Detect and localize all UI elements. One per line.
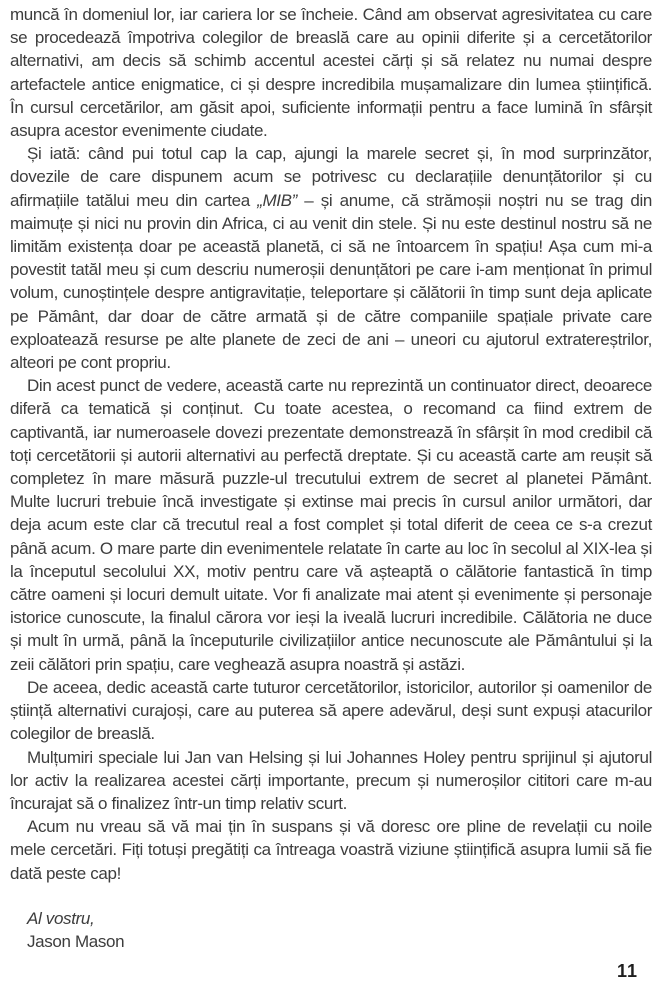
text-segment: muncă în domeniul lor, iar cariera lor se încheie. Când am observat agresivitatea cu care se procedează împotriva colegilor de breaslă care au opinii diferite și a cercetătorilor alternativi, am decis să schimb accentul acestei cărți și să relatez nu numai despre artefactele antice enigmatice, ci și despre incredibila mușamalizare din lumea științifică. În cursul cercetărilor, am găsit apoi, suficiente informații pentru a face lumină în sfârșit asupra acestor evenimente ciudate. xyxy=(10,5,652,141)
text-segment: – și anume, că strămoșii noștri nu se trag din maimuțe și nici nu provin din Africa, ci au venit din stele. Și nu este destinul nostru să ne limităm existența doar pe această planetă, ci să ne întoarcem în spațiu! Așa cum mi-a povestit tatăl meu și cum descriu numeroșii denunțători pe care i-am menționat în primul volum, cunoștințele despre antigravitație, teleportare și călătorii în timp sunt deja aplicate pe Pământ, dar doar de către armată și de către companiile spațiale private care exploatează resurse pe alte planete de zeci de ani – uneori cu ajutorul extratereștrilor, alteori pe cont propriu. xyxy=(10,190,652,373)
text-segment: Din acest punct de vedere, această carte nu reprezintă un continuator direct, deoarece diferă ca tematică și conținut. Cu toate acestea, o recomand ca fiind extrem de captivantă, iar numeroasele dovezi prezentate demonstrează în sfârșit în mod credibil că toți cercetătorii și autorii alternativi au perfectă dreptate. Și cu această carte am reușit să completez în mare măsură puzzle-ul trecutului extrem de secret al planetei Pământ. Multe lucruri trebuie încă investigate și extinse mai precis în cursul anilor următori, dar deja acum este clar că trecutul real a fost complet și total diferit de ceea ce s-a crezut până acum. O mare parte din evenimentele relatate în carte au loc în secolul al XIX-lea și la începutul secolului XX, motiv pentru care vă așteaptă o călătorie fantastică în timp către oameni și locuri demult uitate. Vor fi analizate mai atent și evenimente și personaje istorice cunoscute, la finalul cărora vor ieși la iveală lucruri incredibile. Călătoria ne duce și mult în urmă, până la începuturile civilizațiilor antice necunoscute ale Pământului și la zeii călători prin spațiu, care veghează asupra noastră și astăzi. xyxy=(10,376,652,674)
paragraph xyxy=(10,142,652,374)
text-block xyxy=(10,3,652,953)
signature-block xyxy=(10,907,652,953)
page-number: 11 xyxy=(616,961,638,981)
signature-closing: Al vostru, xyxy=(27,908,95,928)
italic-text-segment: „MIB” xyxy=(257,190,297,210)
text-segment: Mulțumiri speciale lui Jan van Helsing și lui Johannes Holey pentru sprijinul și ajutorul lor activ la realizarea acestei cărți importante, precum și numeroșilor cititori care m-au încurajat să o finalizez într-un timp relativ scurt. xyxy=(10,747,652,813)
signature-name: Jason Mason xyxy=(27,931,125,951)
text-segment: Acum nu vreau să vă mai țin în suspans și vă doresc ore pline de revelații cu noile mele cercetări. Fiți totuși pregătiți ca întreaga voastră viziune științifică asupra lumii să fie dată peste cap! xyxy=(10,817,652,883)
paragraph xyxy=(10,3,652,142)
page-body xyxy=(10,3,652,885)
paragraph xyxy=(10,676,652,746)
text-segment: Și iată: când pui totul cap la cap, ajungi la marele secret și, în mod surprinzător, dovezile de care dispunem acum se potrivesc cu declarațiile denunțătorilor și cu afirmațiile tatălui meu din cartea xyxy=(10,144,652,210)
paragraph xyxy=(10,374,652,676)
paragraph xyxy=(10,746,652,816)
paragraph xyxy=(10,815,652,885)
text-segment: De aceea, dedic această carte tuturor cercetătorilor, istoricilor, autorilor și oamenilor de știință alternativi curajoși, care au puterea să apere adevărul, deși sunt expuși atacurilor colegilor de breaslă. xyxy=(10,677,652,744)
